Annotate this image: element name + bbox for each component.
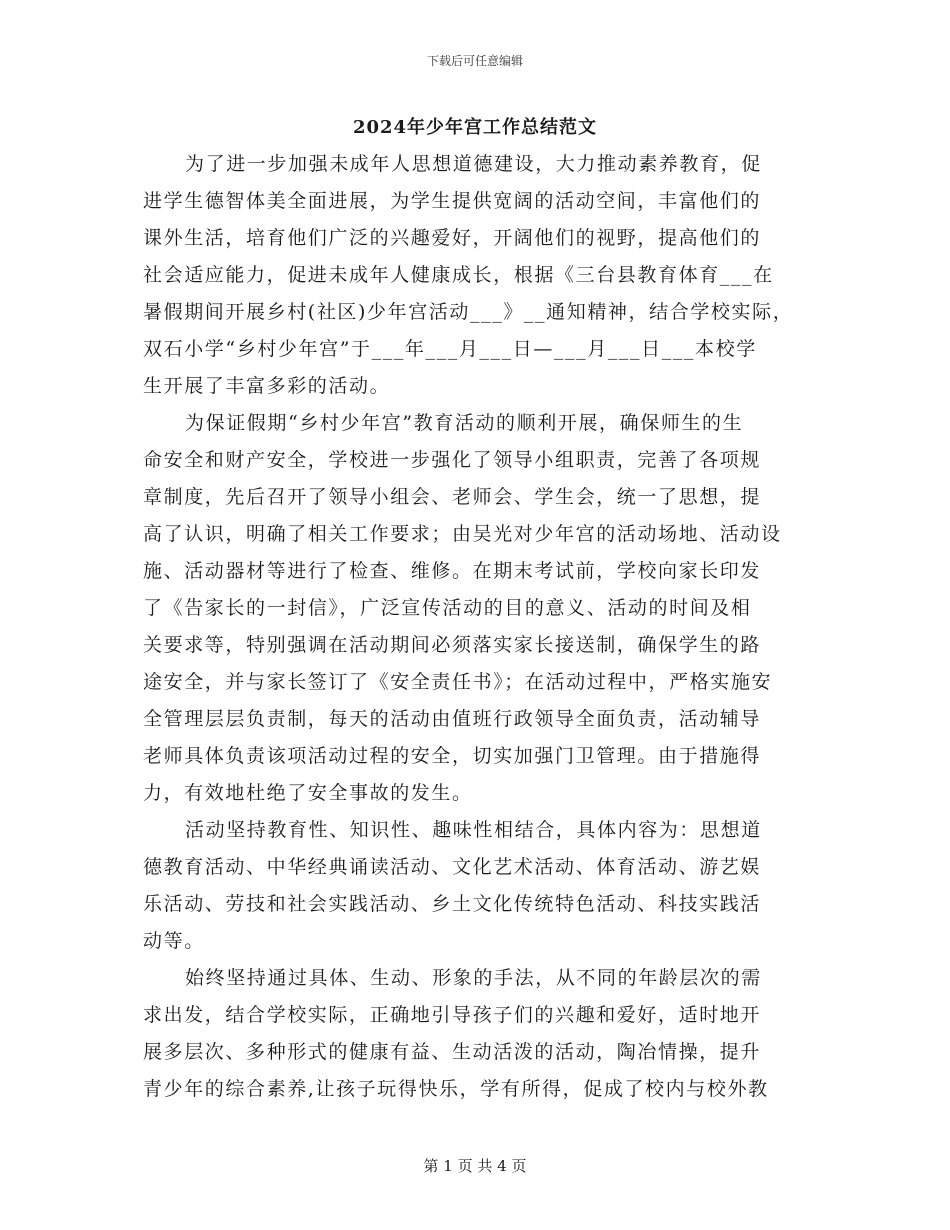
- document-body: [143, 146, 813, 1108]
- text-line: 德教育活动、中华经典诵读活动、文化艺术活动、体育活动、游艺娱: [143, 856, 762, 878]
- text-line: 老师具体负责该项活动过程的安全，切实加强门卫管理。由于措施得: [143, 745, 762, 767]
- text-line: 青少年的综合素养,让孩子玩得快乐，学有所得，促成了校内与校外教: [143, 1078, 769, 1100]
- text-line: 全管理层层负责制，每天的活动由值班行政领导全面负责，活动辅导: [143, 708, 762, 730]
- text-line: 双石小学“乡村少年宫”于___年___月___日—___月___日___本校学: [143, 338, 757, 360]
- text-line: 关要求等，特别强调在活动期间必须落实家长接送制，确保学生的路: [143, 634, 762, 656]
- text-line: 活动坚持教育性、知识性、趣味性相结合，具体内容为：思想道: [185, 819, 762, 841]
- text-line: 生开展了丰富多彩的活动。: [143, 375, 391, 397]
- text-line: 章制度，先后召开了领导小组会、老师会、学生会，统一了思想，提: [143, 486, 762, 508]
- text-line: 力，有效地杜绝了安全事故的发生。: [143, 782, 473, 804]
- text-line: 为保证假期“乡村少年宫”教育活动的顺利开展，确保师生的生: [185, 412, 744, 434]
- text-line: 为了进一步加强未成年人思想道德建设，大力推动素养教育，促: [185, 153, 762, 175]
- paragraph-3: [143, 812, 813, 960]
- text-line: 了《告家长的一封信》，广泛宣传活动的目的意义、活动的时间及相: [143, 597, 752, 619]
- text-line: 社会适应能力，促进未成年人健康成长，根据《三台县教育体育___在: [143, 264, 774, 286]
- text-line: 施、活动器材等进行了检查、维修。在期末考试前，学校向家长印发: [143, 560, 762, 582]
- text-line: 求出发，结合学校实际，正确地引导孩子们的兴趣和爱好，适时地开: [143, 1004, 762, 1026]
- text-line: 途安全，并与家长签订了《安全责任书》；在活动过程中，严格实施安: [143, 671, 773, 693]
- text-line: 暑假期间开展乡村(社区)少年宫活动___》__通知精神，结合学校实际，: [143, 301, 794, 323]
- document-title: 2024年少年宫工作总结范文: [352, 117, 598, 138]
- text-line: 命安全和财产安全，学校进一步强化了领导小组职责，完善了各项规: [143, 449, 762, 471]
- text-line: 始终坚持通过具体、生动、形象的手法，从不同的年龄层次的需: [185, 967, 762, 989]
- text-line: 高了认识，明确了相关工作要求；由吴光对少年宫的活动场地、活动设: [143, 523, 782, 545]
- paragraph-1: [143, 146, 813, 405]
- paragraph-4: [143, 960, 813, 1108]
- text-line: 乐活动、劳技和社会实践活动、乡土文化传统特色活动、科技实践活: [143, 893, 762, 915]
- text-line: 动等。: [143, 930, 205, 952]
- page-header-note: 下载后可任意编辑: [426, 54, 523, 68]
- paragraph-2: [143, 405, 813, 812]
- page-number: 第 1 页 共 4 页: [423, 1157, 527, 1175]
- text-line: 课外生活，培育他们广泛的兴趣爱好，开阔他们的视野，提高他们的: [143, 227, 762, 249]
- text-line: 进学生德智体美全面进展，为学生提供宽阔的活动空间，丰富他们的: [143, 190, 762, 212]
- text-line: 展多层次、多种形式的健康有益、生动活泼的活动，陶冶情操，提升: [143, 1041, 762, 1063]
